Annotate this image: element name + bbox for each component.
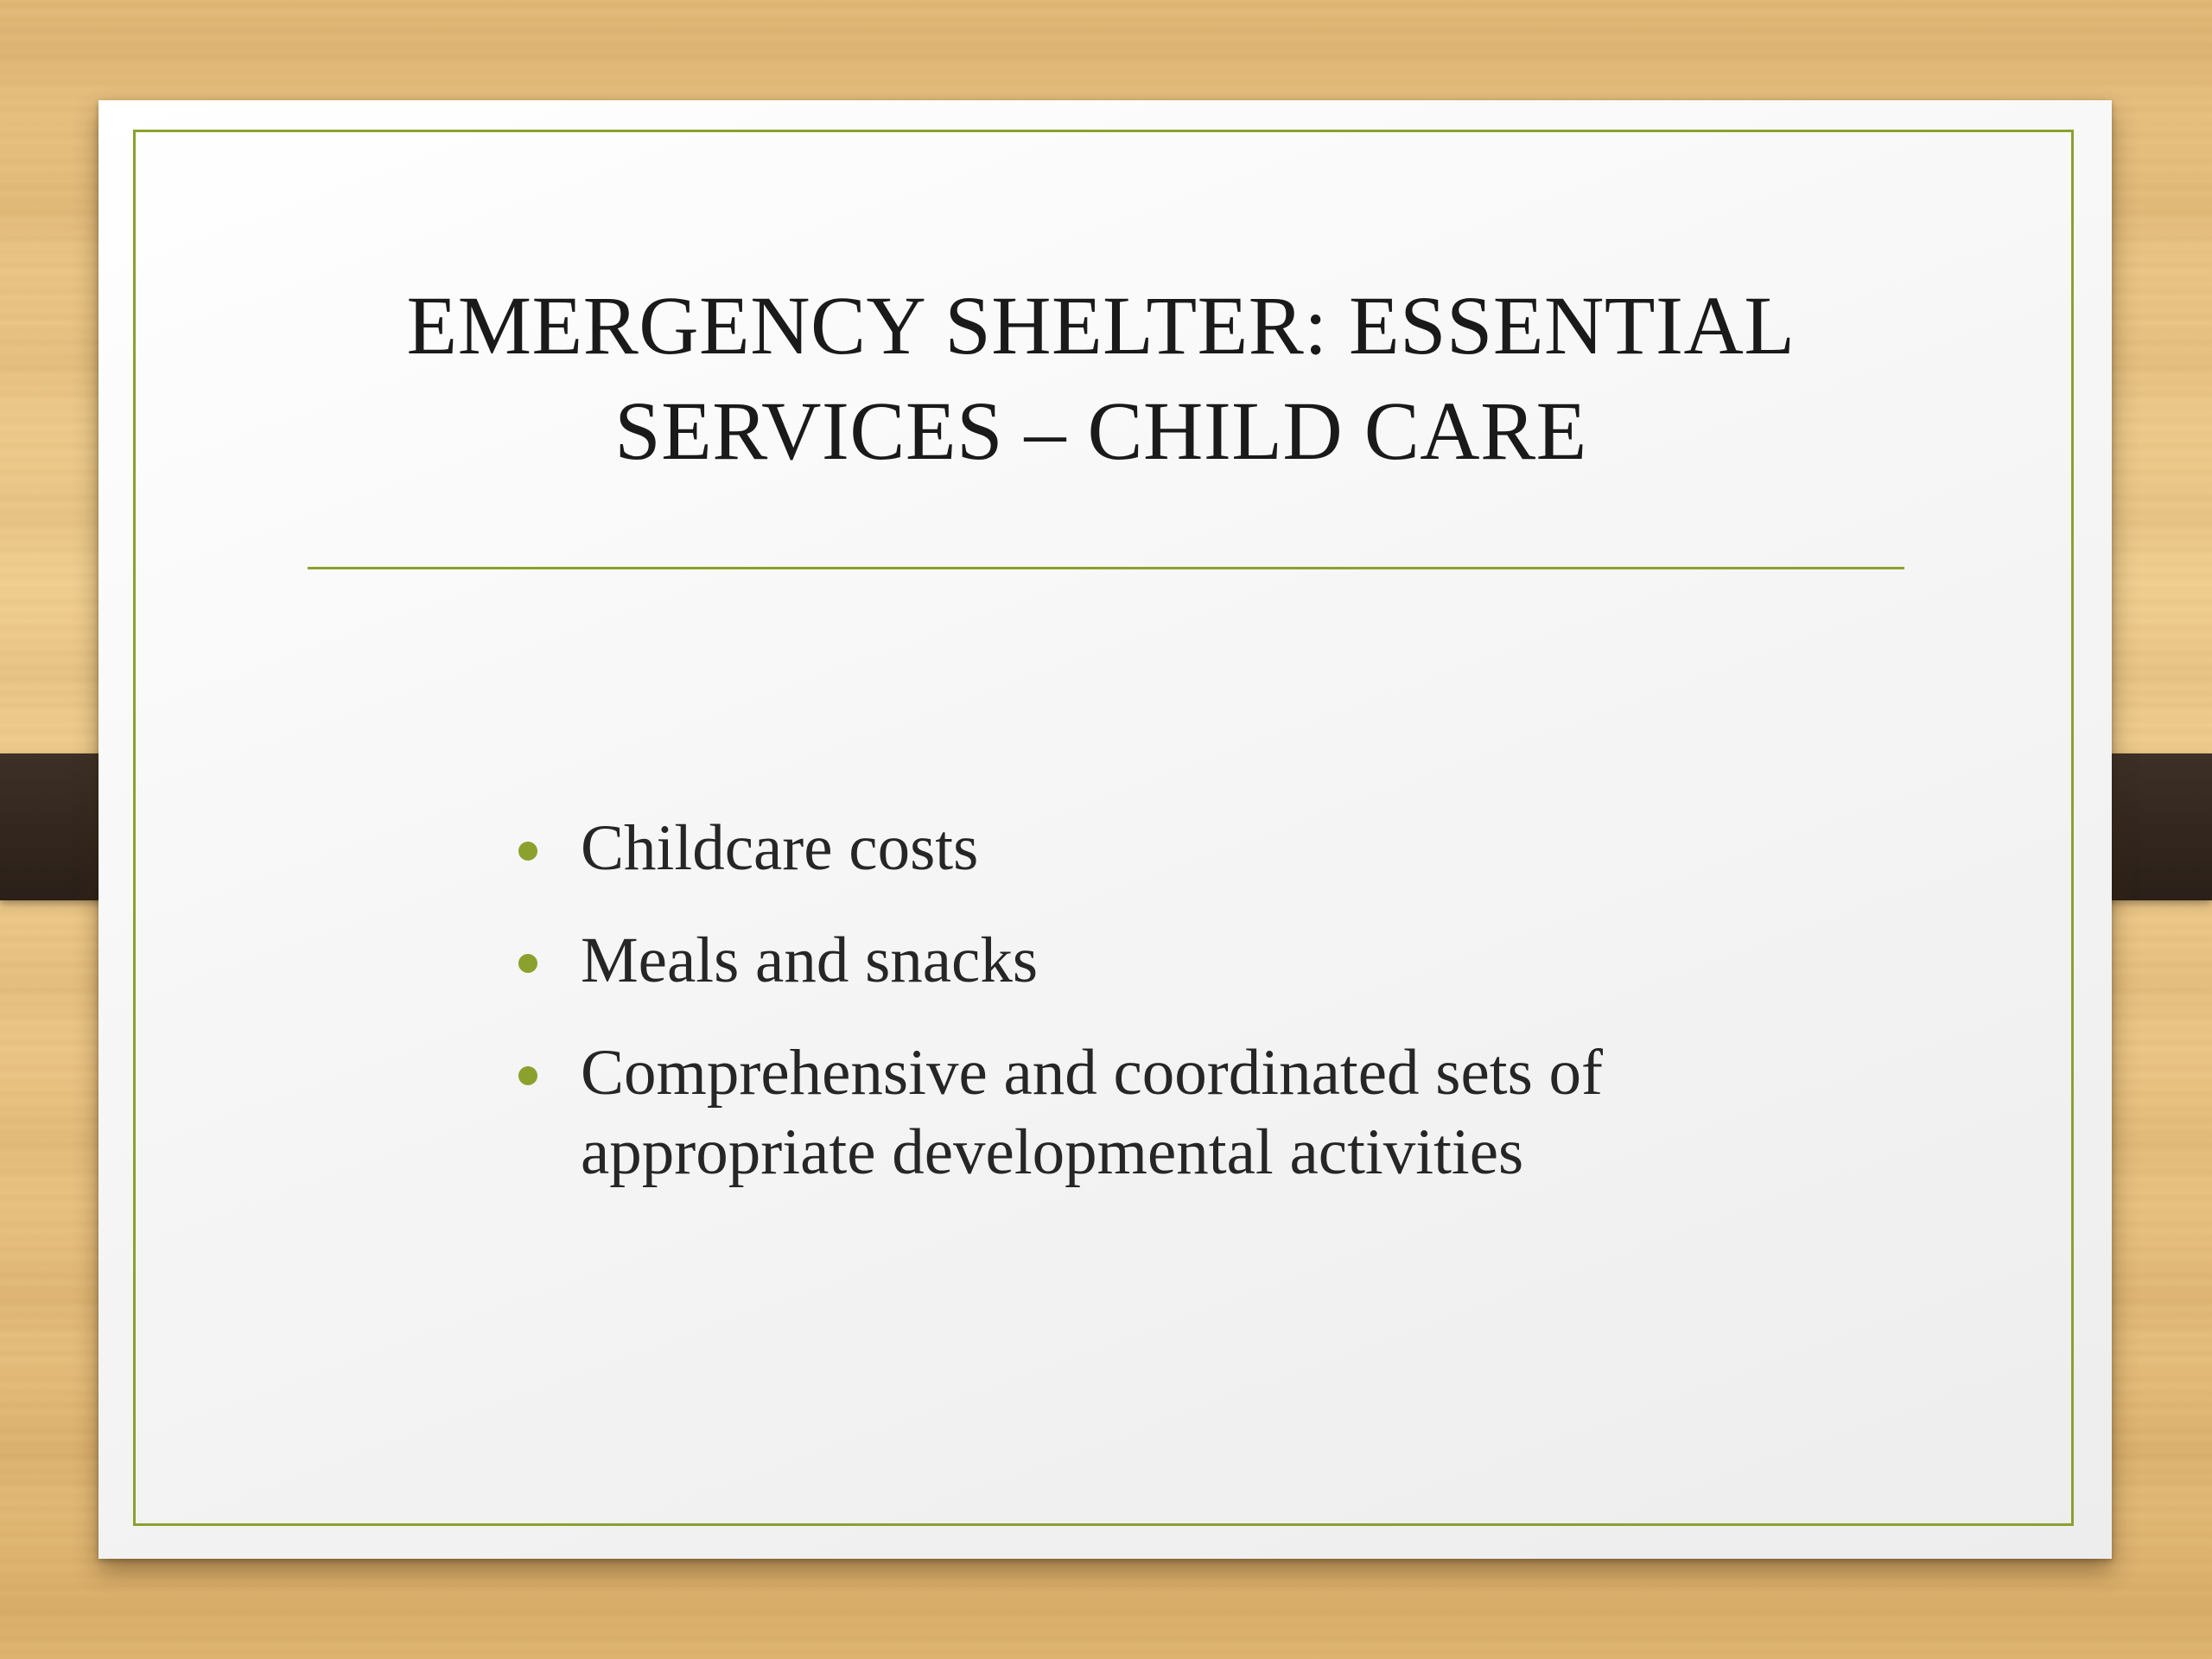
bullet-text: Meals and snacks xyxy=(581,925,1039,996)
bullet-list xyxy=(513,809,1809,1225)
bullet-dot-icon xyxy=(518,842,537,861)
slide-title xyxy=(306,273,1896,484)
bullet-dot-icon xyxy=(518,954,537,973)
title-line-2: SERVICES – CHILD CARE xyxy=(614,385,1587,477)
bullet-text: Childcare costs xyxy=(581,812,979,884)
slide xyxy=(99,100,2112,1559)
bullet-item-childcare-costs xyxy=(513,809,1809,888)
bullet-dot-icon xyxy=(518,1066,537,1085)
bullet-item-meals-snacks xyxy=(513,921,1809,1001)
bullet-text: Comprehensive and coordinated sets of appropriate developmental activities xyxy=(581,1037,1604,1188)
title-line-1: EMERGENCY SHELTER: ESSENTIAL xyxy=(406,279,1796,372)
bullet-item-developmental-activities xyxy=(513,1033,1809,1192)
title-divider xyxy=(308,567,1904,569)
